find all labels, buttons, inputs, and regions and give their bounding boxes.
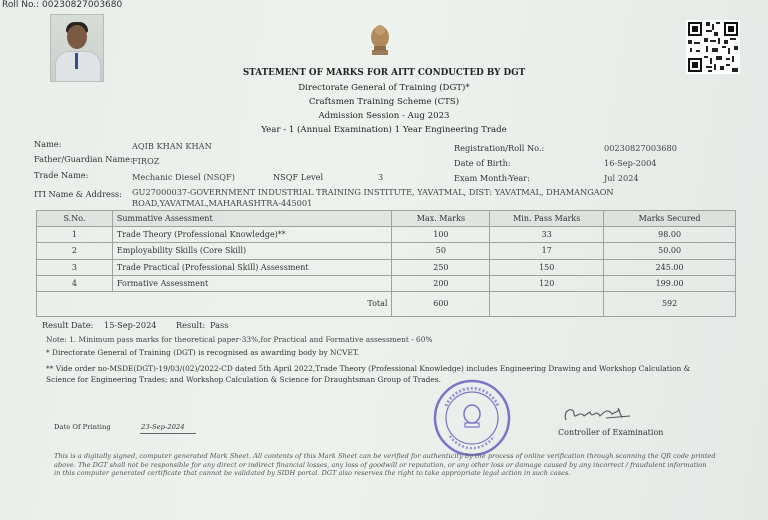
cell-sno: 4: [37, 275, 113, 291]
marks-table: [36, 210, 736, 317]
cell-secured: 245.00: [604, 259, 736, 275]
national-emblem-icon: [367, 20, 393, 58]
note-3-line2: Science for Engineering Trades; and Workshop Calculation & Science for Draughtsman Group of Trades.: [46, 375, 441, 384]
note-1: Note: 1. Minimum pass marks for theoretical paper-33%,for Practical and Formative assessment - 60%: [46, 335, 433, 344]
total-min-empty: [490, 291, 604, 316]
cell-sno: 1: [37, 227, 113, 243]
table-row: [37, 275, 736, 291]
header-sno: S.No.: [37, 211, 113, 227]
nsqf-label: NSQF Level: [273, 172, 324, 182]
father-label: Father/Guardian Name:: [34, 154, 133, 164]
exam-value: Jul 2024: [604, 173, 639, 183]
disclaimer-line1: This is a digitally signed, computer generated Mark Sheet. All contents of this Mark Sheet can be verified for authenticity by the process of online verification through scanning the QR code printed: [54, 452, 716, 460]
header-max-marks: Max. Marks: [392, 211, 490, 227]
statement-title: STATEMENT OF MARKS FOR AITT CONDUCTED BY DGT: [242, 68, 526, 78]
controller-title: Controller of Examination: [558, 428, 664, 437]
iti-address-line2: ROAD,YAVATMAL,MAHARASHTRA-445001: [132, 198, 313, 208]
table-row: [37, 227, 736, 243]
registration-value: 00230827003680: [604, 143, 677, 153]
cell-max: 100: [392, 227, 490, 243]
trade-label: Trade Name:: [34, 170, 89, 180]
printing-date-label: Date Of Printing: [54, 423, 111, 431]
table-row: [37, 259, 736, 275]
signature-icon: [560, 402, 640, 428]
result-label: Result:: [176, 320, 206, 330]
cell-min: 17: [490, 243, 604, 259]
disclaimer-line3: in this computer generated certificate that cannot be validated by SIDH portal. DGT also reserves the right to take appropriate legal action in such cases.: [54, 469, 571, 478]
dob-value: 16-Sep-2004: [604, 158, 657, 168]
result-value: Pass: [210, 320, 229, 330]
cell-max: 50: [392, 243, 490, 259]
total-secured: 592: [604, 291, 736, 316]
cell-secured: 50.00: [604, 243, 736, 259]
cell-assessment: Employability Skills (Core Skill): [112, 243, 392, 259]
official-seal-icon: [432, 378, 512, 458]
disclaimer: [54, 452, 724, 478]
header-line-cts: Craftsmen Training Scheme (CTS): [308, 97, 460, 107]
cell-sno: 2: [37, 243, 113, 259]
cell-max: 250: [392, 259, 490, 275]
header-min-pass: Min. Pass Marks: [490, 211, 604, 227]
header-secured: Marks Secured: [604, 211, 736, 227]
trade-value: Mechanic Diesel (NSQF): [132, 172, 235, 182]
printing-date-value: 23-Sep-2024: [141, 423, 185, 431]
cell-assessment: Formative Assessment: [112, 275, 392, 291]
cell-sno: 3: [37, 259, 113, 275]
result-date-label: Result Date:: [42, 320, 94, 330]
header-line-year: Year - 1 (Annual Examination) 1 Year Engineering Trade: [261, 125, 507, 135]
note-3-line1: ** Vide order no-MSDE(DGT)-19/03/(02)/2022-CD dated 5th April 2022,Trade Theory (Professional Knowledge) includes Engineering Drawing and Workshop Calculation &: [46, 364, 691, 373]
registration-label: Registration/Roll No.:: [454, 143, 545, 153]
roll-number-top: Roll No.: 00230827003680: [2, 0, 123, 10]
total-label: Total: [37, 291, 392, 316]
header-line-session: Admission Session - Aug 2023: [318, 111, 450, 121]
iti-address-line1: GU27000037-GOVERNMENT INDUSTRIAL TRAINING INSTITUTE, YAVATMAL, DIST: YAVATMAL, DHAMANGAON: [132, 187, 614, 197]
header-assessment: Summative Assessment: [112, 211, 392, 227]
cell-secured: 199.00: [604, 275, 736, 291]
cell-max: 200: [392, 275, 490, 291]
result-date-value: 15-Sep-2024: [104, 320, 157, 330]
cell-min: 150: [490, 259, 604, 275]
name-value: AQIB KHAN KHAN: [132, 141, 212, 151]
qr-code-icon: [686, 20, 740, 74]
exam-label: Exam Month-Year:: [454, 173, 530, 183]
total-max: 600: [392, 291, 490, 316]
cell-assessment: Trade Theory (Professional Knowledge)**: [112, 227, 392, 243]
dob-label: Date of Birth:: [454, 158, 511, 168]
father-value: FIROZ: [132, 156, 160, 166]
table-total-row: [37, 291, 736, 316]
cell-min: 33: [490, 227, 604, 243]
cell-secured: 98.00: [604, 227, 736, 243]
cell-min: 120: [490, 275, 604, 291]
nsqf-value: 3: [378, 172, 384, 182]
printing-date-rule: [140, 433, 196, 434]
table-header-row: [37, 211, 736, 227]
disclaimer-line2: above. The DGT shall not be responsible for any direct or indirect financial losses, any loss of goodwill or reputation, or any other loss or damage caused by any incorrect / fraudulent information: [54, 460, 707, 469]
table-row: [37, 243, 736, 259]
cell-assessment: Trade Practical (Professional Skill) Assessment: [112, 259, 392, 275]
note-2: * Directorate General of Training (DGT) is recognised as awarding body by NCVET.: [46, 348, 360, 357]
name-label: Name:: [34, 139, 62, 149]
header-line-dgt: Directorate General of Training (DGT)*: [298, 83, 470, 93]
iti-label: ITI Name & Address:: [34, 189, 122, 199]
